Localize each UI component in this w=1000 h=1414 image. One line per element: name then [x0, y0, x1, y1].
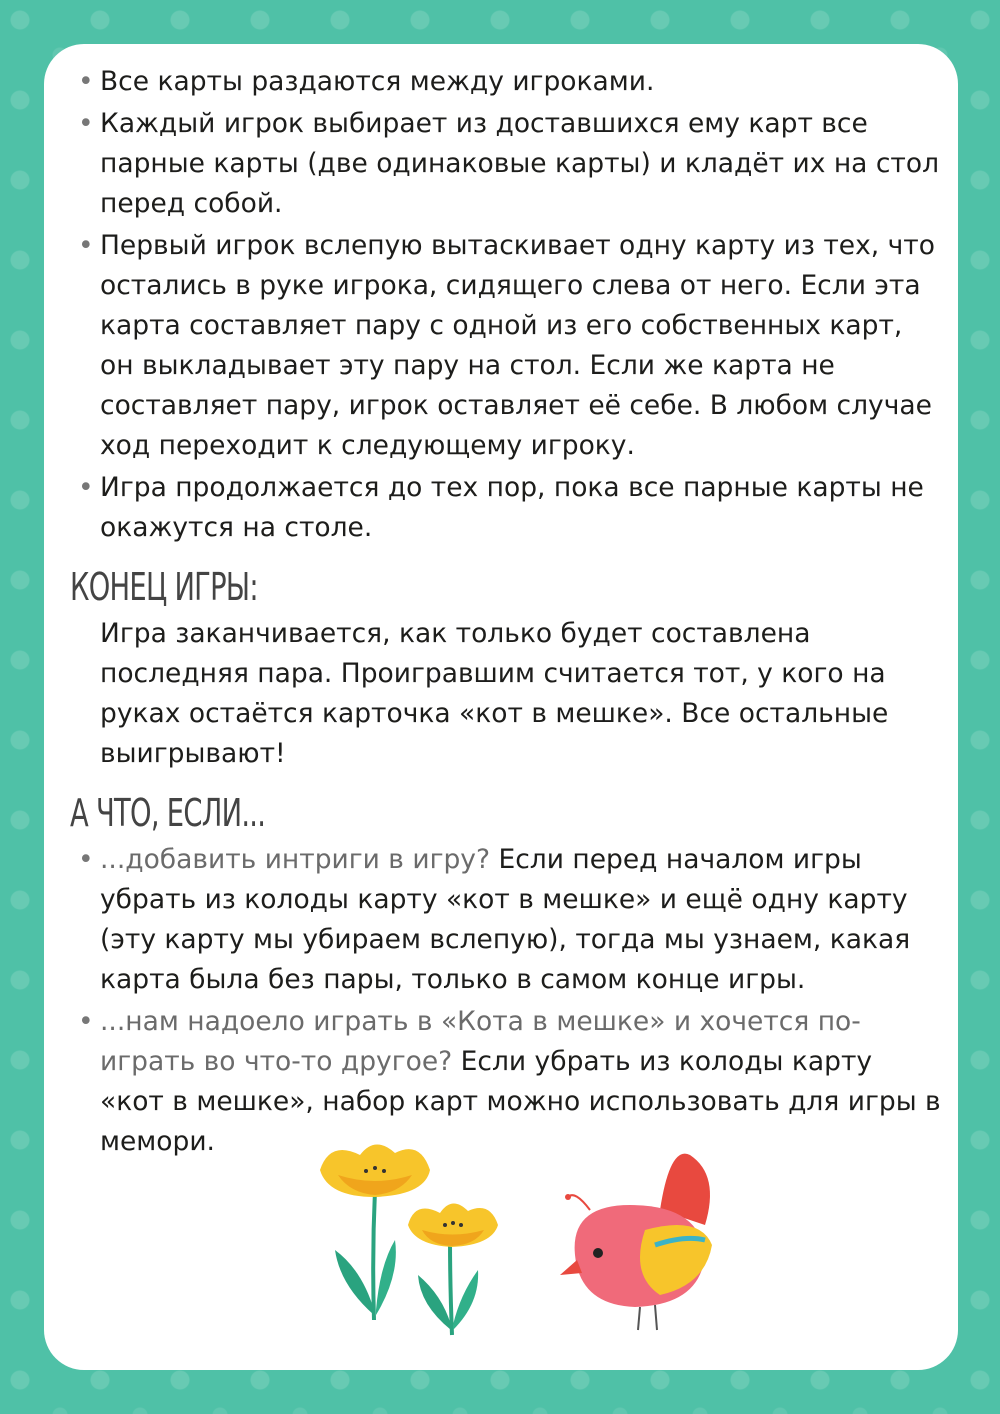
rule-text: Каждый игрок выбирает из доставшихся ему карт все парные карты (две одинаковые карты) и кладёт их на стол перед собой. — [100, 108, 940, 219]
bird-icon — [560, 1154, 712, 1330]
bullet-dot: • — [78, 230, 94, 261]
bullet-dot: • — [78, 472, 94, 503]
bullet-dot: • — [78, 66, 94, 97]
rule-item — [74, 62, 944, 102]
end-game-text: Игра заканчивается, как только будет составлена последняя пара. Проигравшим считается тот, у кого на руках остаётся карточка «кот в мешке». Все остальные выигрывают! — [100, 618, 889, 769]
rule-item — [74, 104, 944, 224]
what-if-item — [74, 840, 944, 1000]
what-if-answer: Если убрать из колоды карту «кот в мешке», набор карт можно использовать для игры в мемори. — [100, 1046, 941, 1157]
what-if-heading: А ЧТО, ЕСЛИ... — [70, 791, 266, 835]
flowers-and-bird-illustration — [300, 1135, 730, 1345]
bullet-dot: • — [78, 1006, 94, 1037]
rule-item — [74, 226, 944, 466]
flower-icon — [408, 1203, 498, 1335]
rule-text: Все карты раздаются между игроками. — [100, 66, 655, 97]
end-game-heading: КОНЕЦ ИГРЫ: — [70, 565, 258, 609]
what-if-question: ...добавить интриги в игру? — [100, 844, 491, 875]
rules-content — [70, 62, 944, 1164]
bullet-dot: • — [78, 108, 94, 139]
rule-text: Игра продолжается до тех пор, пока все парные карты не окажутся на столе. — [100, 472, 924, 543]
what-if-question: ...нам надоело играть в «Кота в мешке» и хочется по-играть во что-то другое? — [100, 1006, 861, 1077]
what-if-answer: Если перед началом игры убрать из колоды карту «кот в мешке» и ещё одну карту (эту карту мы убираем вслепую), тогда мы узнаем, какая карта была без пары, только в самом конце игры. — [100, 844, 911, 995]
bullet-dot: • — [78, 844, 94, 875]
rule-text: Первый игрок вслепую вытаскивает одну карту из тех, что остались в руке игрока, сидящего слева от него. Если эта карта составляет пару с одной из его собственных карт, он выкладывает эту пару на стол. Если же карта не составляет пару, игрок оставляет её себе. В любом случае ход переходит к следующему игроку. — [100, 230, 935, 461]
rule-item — [74, 468, 944, 548]
